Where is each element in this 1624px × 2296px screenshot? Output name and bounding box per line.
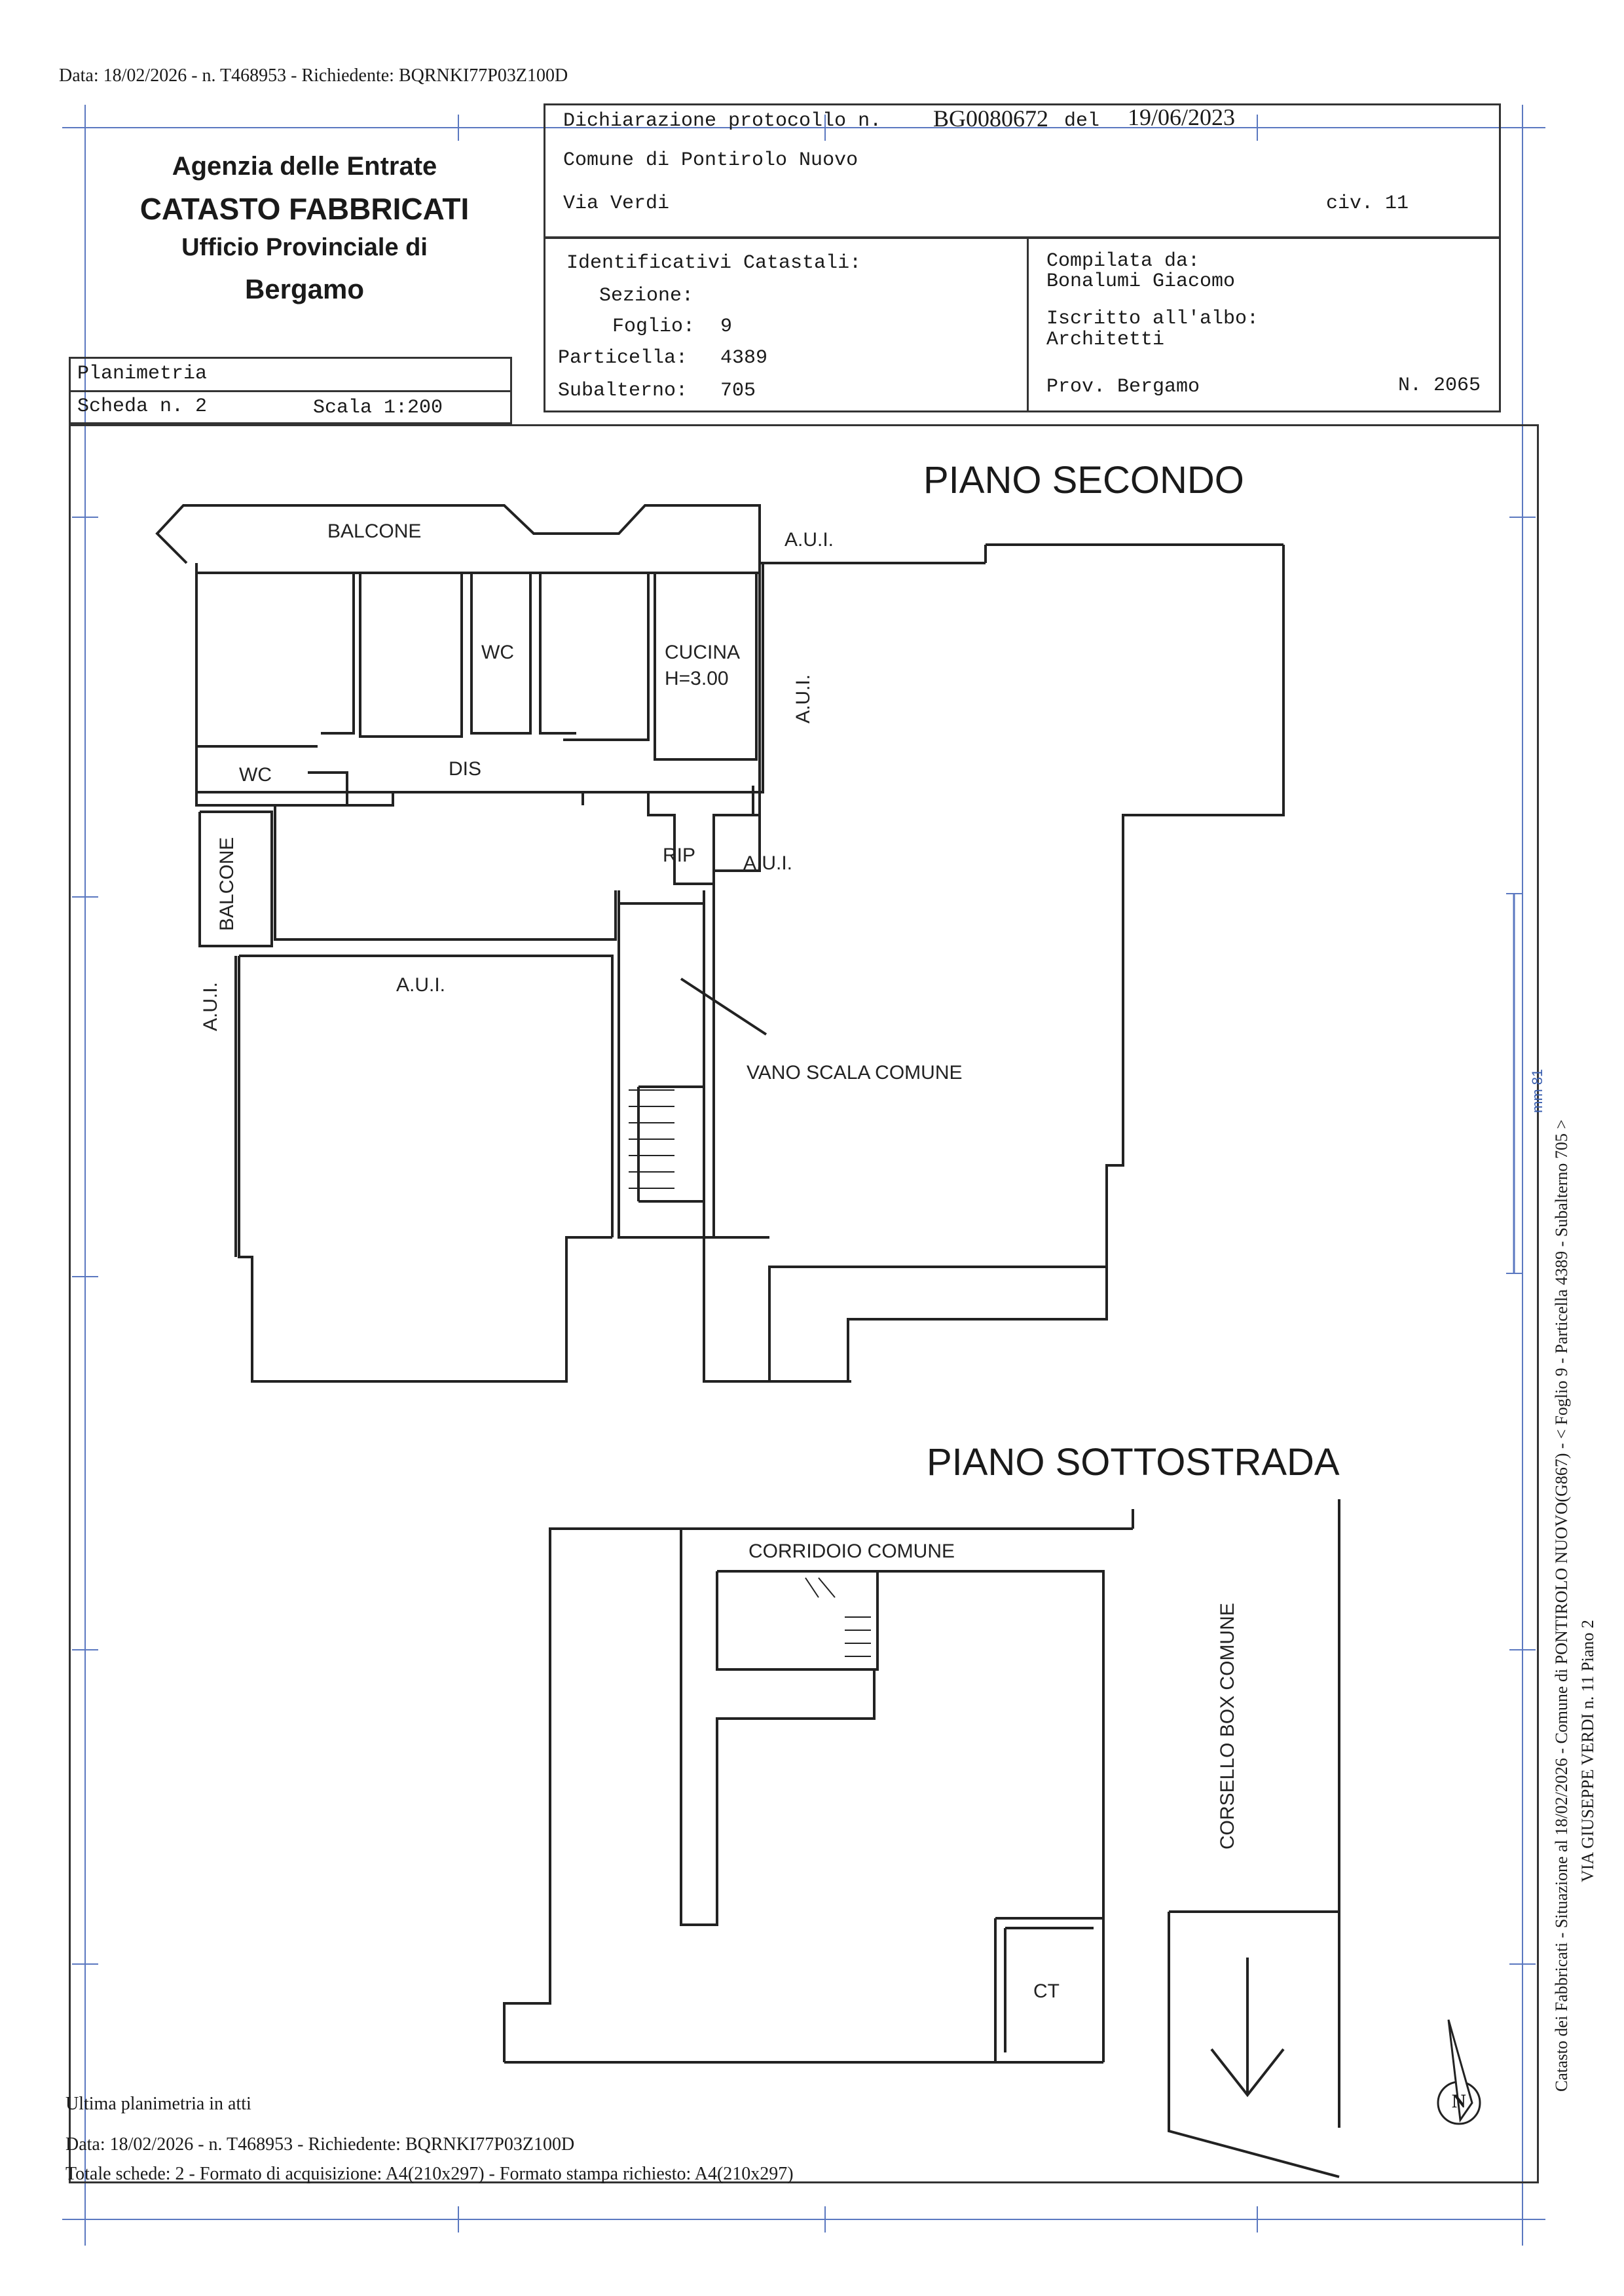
protocol-comune: Comune di Pontirolo Nuovo xyxy=(563,149,858,172)
aui-right-outer xyxy=(769,545,1283,1381)
wall-dis xyxy=(347,792,583,805)
wall-cucina xyxy=(655,573,756,759)
room-aui-right-vertical: A.U.I. xyxy=(792,674,814,723)
particella-label: Particella: xyxy=(558,347,688,369)
prov-value: Prov. Bergamo xyxy=(1046,376,1200,398)
basement-left-wall xyxy=(550,1529,681,1990)
room-aui-mid: A.U.I. xyxy=(743,852,793,874)
foglio-value: 9 xyxy=(720,316,733,338)
sheet-scheda: Scheda n. 2 xyxy=(77,395,208,418)
room-aui-lower: A.U.I. xyxy=(396,974,446,996)
compiler-name: Bonalumi Giacomo xyxy=(1046,270,1236,293)
particella-value: 4389 xyxy=(720,347,768,369)
room-rip: RIP xyxy=(663,845,696,866)
wall-room1 xyxy=(321,573,354,733)
office-ufficio: Ufficio Provinciale di xyxy=(181,234,428,261)
balcony-top-outline xyxy=(157,505,760,563)
protocol-del: del xyxy=(1064,110,1100,132)
wall-living xyxy=(275,805,616,939)
room-wc-lower: WC xyxy=(239,764,272,786)
compass-label: N xyxy=(1452,2090,1466,2112)
protocol-label: Dichiarazione protocollo n. xyxy=(563,110,882,132)
wall-room3b xyxy=(563,573,648,740)
albo-number: N. 2065 xyxy=(1398,374,1481,397)
subalterno-value: 705 xyxy=(720,380,756,402)
stair-leader xyxy=(681,979,766,1034)
office-catasto: CATASTO FABBRICATI xyxy=(139,192,470,226)
header-data-line: Data: 18/02/2026 - n. T468953 - Richiedente: BQRNKI77P03Z100D xyxy=(59,65,568,86)
wall-room2 xyxy=(360,573,462,737)
scale-stamp: mm 81 xyxy=(1529,1068,1545,1113)
room-aui-left-vertical: A.U.I. xyxy=(200,981,221,1031)
sheet-title: Planimetria xyxy=(77,363,208,385)
iscritto-label: Iscritto all'albo: xyxy=(1046,308,1259,330)
protocol-civico: civ. 11 xyxy=(1326,192,1409,215)
identifiers-title: Identificativi Catastali: xyxy=(566,252,862,274)
footer-data-line: Data: 18/02/2026 - n. T468953 - Richiedente: BQRNKI77P03Z100D xyxy=(65,2134,575,2155)
foglio-label: Foglio: xyxy=(612,316,695,338)
floor-title-secondo: PIANO SECONDO xyxy=(923,459,1244,501)
wall-room3 xyxy=(540,573,576,733)
protocol-date: 19/06/2023 xyxy=(1128,104,1236,130)
ramp-outline xyxy=(1169,1912,1339,2177)
wall-rip xyxy=(648,786,753,884)
office-city: Bergamo xyxy=(244,274,365,304)
sezione-label: Sezione: xyxy=(599,285,694,307)
room-ct: CT xyxy=(1033,1980,1060,2002)
floor-title-sottostrada: PIANO SOTTOSTRADA xyxy=(927,1441,1340,1484)
subalterno-label: Subalterno: xyxy=(558,380,688,402)
room-corsello: CORSELLO BOX COMUNE xyxy=(1217,1603,1238,1850)
stair-core xyxy=(619,890,704,1237)
basement-stair-box xyxy=(717,1571,877,1669)
room-cucina-height: H=3.00 xyxy=(665,668,729,689)
side-situation-text: Catasto dei Fabbricati - Situazione al 18/02/2026 - Comune di PONTIROLO NUOVO(G867) - < Foglio 9 - Particella 4389 - Subalterno 705 > xyxy=(1552,1119,1571,2092)
office-agency: Agenzia delle Entrate xyxy=(172,152,437,181)
room-vano-scala: VANO SCALA COMUNE xyxy=(747,1062,963,1084)
wall-wc-lower xyxy=(196,759,347,805)
albo-value: Architetti xyxy=(1046,329,1165,351)
basement-box-area xyxy=(717,1571,1103,1918)
room-cucina: CUCINA xyxy=(665,642,741,663)
room-aui-top: A.U.I. xyxy=(784,529,834,551)
side-address-text: VIA GIUSEPPE VERDI n. 11 Piano 2 xyxy=(1578,1620,1597,1882)
room-balcone-top: BALCONE xyxy=(327,520,422,542)
protocol-via: Via Verdi xyxy=(563,192,670,215)
footer-totale-line: Totale schede: 2 - Formato di acquisizione: A4(210x297) - Formato stampa richiesto: A4(210x297) xyxy=(65,2164,794,2184)
room-dis: DIS xyxy=(449,758,482,780)
footer-ultima: Ultima planimetria in atti xyxy=(65,2094,251,2114)
room-wc-upper: WC xyxy=(481,642,514,663)
compilata-label: Compilata da: xyxy=(1046,250,1200,272)
room-balcone-side: BALCONE xyxy=(216,837,238,931)
basement-corridor xyxy=(681,1529,874,1925)
aui-lower-left xyxy=(239,956,612,1381)
protocol-number: BG0080672 xyxy=(933,105,1049,132)
room-corridoio: CORRIDOIO COMUNE xyxy=(748,1540,955,1562)
sheet-scala: Scala 1:200 xyxy=(313,397,443,419)
aui-lower-boundary xyxy=(239,956,612,1237)
